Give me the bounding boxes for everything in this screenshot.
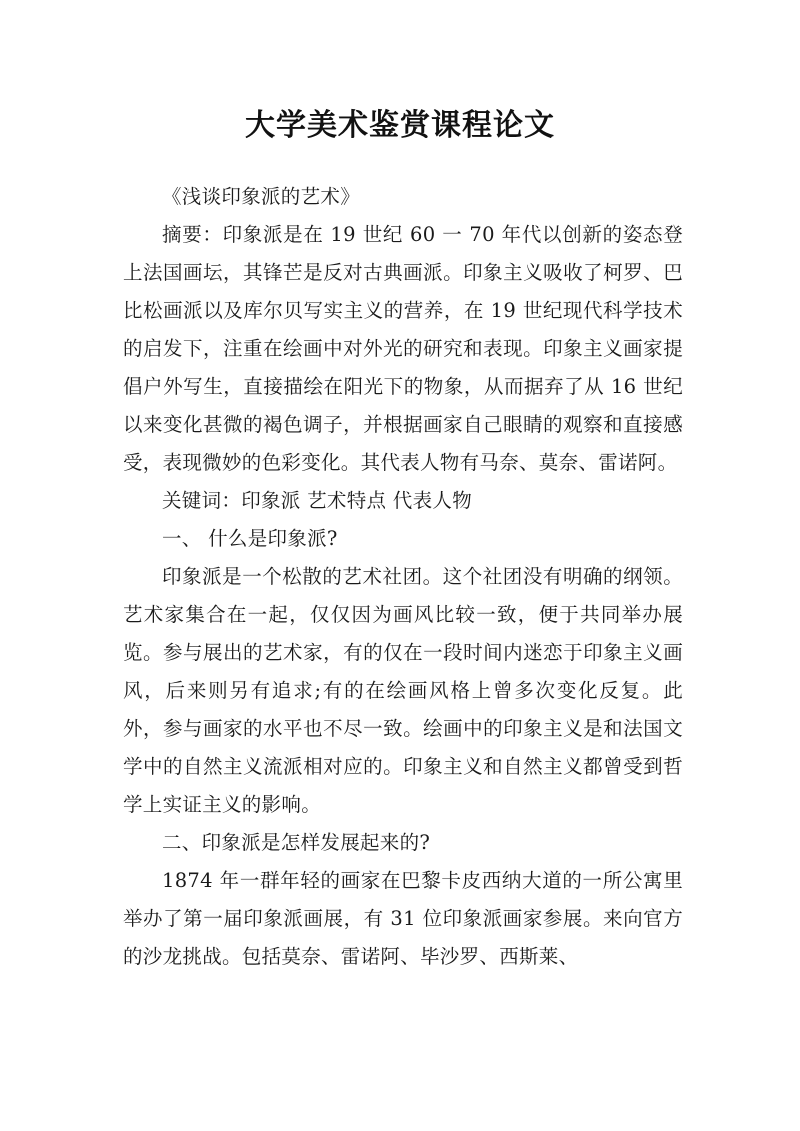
- document-title: 大学美术鉴赏课程论文: [245, 108, 555, 143]
- section-heading-1: 一、 什么是印象派?: [162, 527, 338, 550]
- section-heading-2: 二、印象派是怎样发展起来的?: [162, 831, 431, 854]
- section-paragraph-1: 印象派是一个松散的艺术社团。这个社团没有明确的纲领。艺术家集合在一起，仅仅因为画风比较一致，便于共同举办展览。参与展出的艺术家，有的仅在一段时间内迷恋于印象主义画风，后来则另有追求;有的在绘画风格上曾多次变化反复。此外，参与画家的水平也不尽一致。绘画中的印象主义是和法国文学中的自然主义流派相对应的。印象主义和自然主义都曾受到哲学上实证主义的影响。: [123, 565, 683, 816]
- essay-subtitle: 《浅谈印象派的艺术》: [162, 185, 361, 208]
- keywords-line: 关键词：印象派 艺术特点 代表人物: [162, 489, 472, 512]
- section-paragraph-2: 1874 年一群年轻的画家在巴黎卡皮西纳大道的一所公寓里举办了第一届印象派画展，有 31 位印象派画家参展。来向官方的沙龙挑战。包括莫奈、雷诺阿、毕沙罗、西斯莱、: [123, 869, 683, 968]
- abstract-paragraph: 摘要：印象派是在 19 世纪 60 一 70 年代以创新的姿态登上法国画坛，其锋芒是反对古典画派。印象主义吸收了柯罗、巴比松画派以及库尔贝写实主义的营养，在 19 世纪现代科学技术的启发下，注重在绘画中对外光的研究和表现。印象主义画家提倡户外写生，直接描绘在阳光下的物象，从而据弃了从 16 世纪以来变化甚微的褐色调子，并根据画家自己眼睛的观察和直接感受，表现微妙的色彩变化。其代表人物有马奈、莫奈、雷诺阿。: [123, 223, 683, 474]
- document-body: [123, 178, 683, 976]
